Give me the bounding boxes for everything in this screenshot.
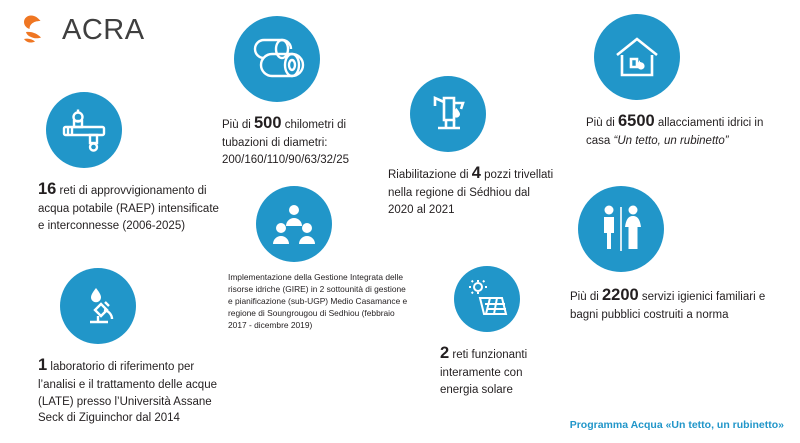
stat-solare-caption xyxy=(440,342,560,398)
stat-pozzi-prefix: Riabilitazione di xyxy=(388,169,472,181)
stat-laboratorio-text: laboratorio di riferimento per l’analisi e il trattamento delle acque (LATE) presso l’Università Assane Seck di Ziguinchor dal 2014 xyxy=(38,361,217,425)
stat-pozzi xyxy=(388,76,556,218)
stat-laboratorio-number: 1 xyxy=(38,356,48,374)
footer-program-note: Programma Acqua «Un tetto, un rubinetto» xyxy=(569,419,784,431)
stat-allacciamenti xyxy=(586,14,784,150)
stat-gire-caption: Implementazione della Gestione Integrata delle risorse idriche (GIRE) in 2 sottounità di gestione e pianificazione (sub-UGP) Medio Casamance e regione di Soungrougou di Sedhiou (febbraio 2017 - dicembre 2019) xyxy=(228,272,408,330)
stat-tubazioni-text: chilometri di tubazioni di diametri: 200/160/110/90/63/32/25 xyxy=(222,119,350,166)
stat-servizi-prefix: Più di xyxy=(570,291,602,303)
stat-solare-number: 2 xyxy=(440,344,450,362)
stat-allacciamenti-caption xyxy=(586,110,784,150)
stat-allacciamenti-number: 6500 xyxy=(617,112,655,130)
stat-tubazioni-number: 500 xyxy=(253,114,282,132)
hand-leaf-logo-icon xyxy=(18,10,58,50)
acra-logo xyxy=(18,10,145,50)
stat-tubazioni-prefix: Più di xyxy=(222,119,254,131)
stat-pozzi-number: 4 xyxy=(471,164,481,182)
stat-pozzi-text: pozzi trivellati nella regione di Sédhiou dal 2020 al 2021 xyxy=(388,169,554,216)
stat-tubazioni xyxy=(222,16,394,168)
people-group-icon xyxy=(256,186,332,262)
stat-servizi-caption xyxy=(570,284,784,324)
stat-servizi-text: servizi igienici familiari e bagni pubblici costruiti a norma xyxy=(570,291,766,322)
solar-panel-sun-icon xyxy=(454,266,520,332)
stat-raep-caption xyxy=(38,178,228,234)
stat-tubazioni-caption xyxy=(222,112,394,168)
stat-raep-number: 16 xyxy=(38,180,57,198)
stat-allacciamenti-italic: “Un tetto, un rubinetto” xyxy=(613,135,729,148)
stat-pozzi-caption xyxy=(388,162,556,218)
stat-solare-text: reti funzionanti interamente con energia solare xyxy=(440,349,528,396)
pipes-stack-icon xyxy=(234,16,320,102)
restroom-man-woman-icon xyxy=(578,186,664,272)
stat-raep-text: reti di approvvigionamento di acqua potabile (RAEP) intensificate e interconnesse (2006-2025) xyxy=(38,185,219,232)
stat-raep xyxy=(38,92,228,234)
hand-pump-icon xyxy=(410,76,486,152)
stat-laboratorio-caption xyxy=(38,354,234,426)
stat-servizi-number: 2200 xyxy=(601,286,639,304)
house-water-drop-icon xyxy=(594,14,680,100)
acra-logo-text: ACRA xyxy=(62,13,145,46)
stat-allacciamenti-prefix: Più di xyxy=(586,117,618,129)
stat-gire xyxy=(228,186,410,332)
stat-servizi-igienici xyxy=(570,186,784,324)
stat-solare xyxy=(440,266,560,398)
stat-allacciamenti-text: allacciamenti idrici in casa xyxy=(586,117,764,148)
water-pipes-valve-icon xyxy=(46,92,122,168)
stat-laboratorio xyxy=(38,268,234,426)
microscope-water-drop-icon xyxy=(60,268,136,344)
